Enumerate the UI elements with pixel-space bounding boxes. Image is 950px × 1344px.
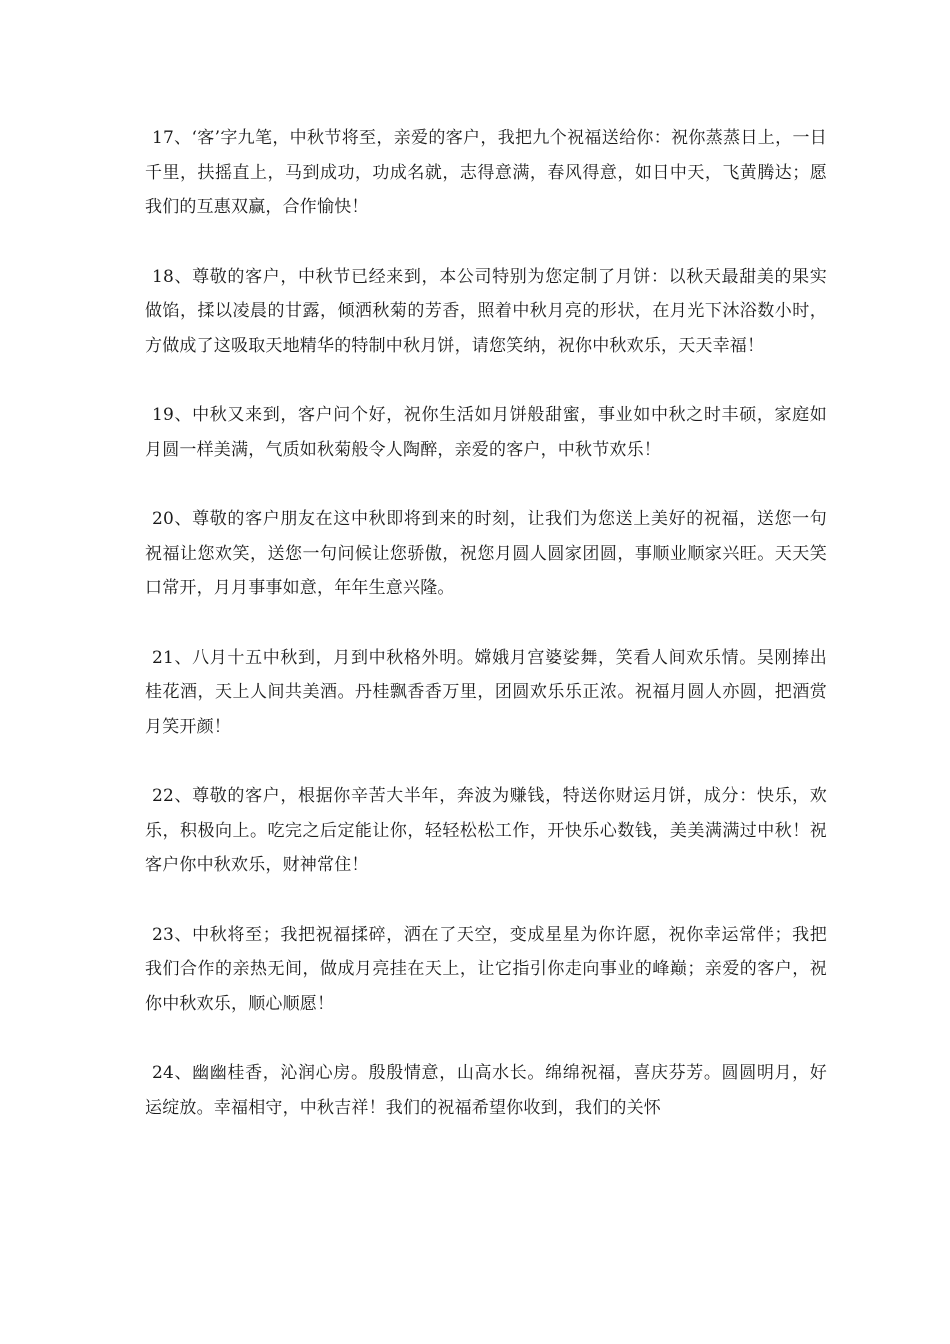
paragraph-18: 18、尊敬的客户，中秋节已经来到，本公司特别为您定制了月饼：以秋天最甜美的果实做馅，揉以凌晨的甘露，倾洒秋菊的芳香，照着中秋月亮的形状，在月光下沐浴数小时，方做成了这吸取天地精华的特制中秋月饼，请您笑纳，祝你中秋欢乐，天天幸福！ bbox=[145, 266, 827, 356]
paragraph-19: 19、中秋又来到，客户问个好，祝你生活如月饼般甜蜜，事业如中秋之时丰硕，家庭如月圆一样美满，气质如秋菊般令人陶醉，亲爱的客户，中秋节欢乐！ bbox=[145, 405, 827, 460]
paragraph-17: 17、‘客’字九笔，中秋节将至，亲爱的客户，我把九个祝福送给你：祝你蒸蒸日上，一日千里，扶摇直上，马到成功，功成名就，志得意满，春风得意，如日中天，飞黄腾达；愿我们的互惠双赢，合作愉快！ bbox=[145, 128, 827, 217]
paragraph-24: 24、幽幽桂香，沁润心房。殷殷情意，山高水长。绵绵祝福，喜庆芬芳。圆圆明月，好运绽放。幸福相守，中秋吉祥！我们的祝福希望你收到，我们的关怀 bbox=[145, 1063, 827, 1118]
paragraph-23: 23、中秋将至；我把祝福揉碎，洒在了天空，变成星星为你许愿，祝你幸运常伴；我把我们合作的亲热无间，做成月亮挂在天上，让它指引你走向事业的峰巅；亲爱的客户，祝你中秋欢乐，顺心顺愿！ bbox=[145, 924, 827, 1014]
paragraph-22: 22、尊敬的客户，根据你辛苦大半年，奔波为赚钱，特送你财运月饼，成分：快乐，欢乐，积极向上。吃完之后定能让你，轻轻松松工作，开快乐心数钱，美美满满过中秋！祝客户你中秋欢乐，财神常住！ bbox=[145, 786, 827, 875]
document-body bbox=[145, 121, 827, 1125]
paragraph-20: 20、尊敬的客户朋友在这中秋即将到来的时刻，让我们为您送上美好的祝福，送您一句祝福让您欢笑，送您一句问候让您骄傲，祝您月圆人圆家团圆，事顺业顺家兴旺。天天笑口常开，月月事事如意，年年生意兴隆。 bbox=[145, 509, 827, 598]
paragraph-21: 21、八月十五中秋到，月到中秋格外明。嫦娥月宫婆娑舞，笑看人间欢乐情。吴刚捧出桂花酒，天上人间共美酒。丹桂飘香香万里，团圆欢乐乐正浓。祝福月圆人亦圆，把酒赏月笑开颜！ bbox=[145, 647, 827, 737]
